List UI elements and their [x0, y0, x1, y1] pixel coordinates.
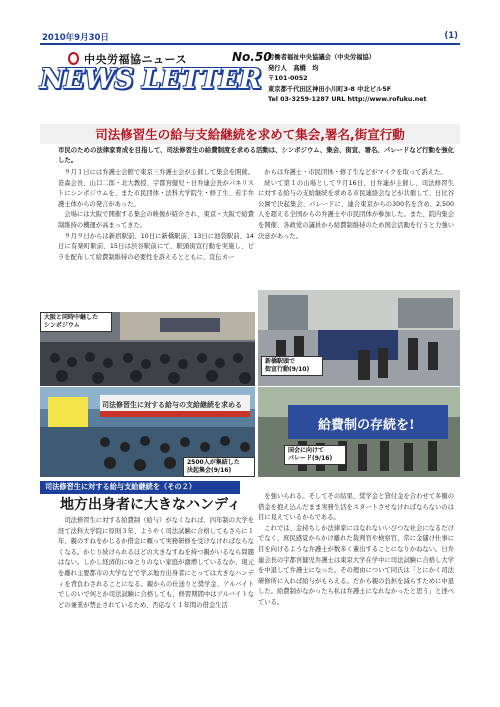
photo-rally	[40, 387, 255, 477]
masthead-title: NEWS LETTER	[40, 64, 261, 95]
publisher-org: 労働者福祉中央協議会（中央労福協）	[268, 54, 376, 61]
symposium-caption: 大阪と同時中継した シンポジウム	[40, 312, 112, 332]
photo-parade	[258, 387, 460, 477]
article1-lead: 市民のための法律家育成を目指して、司法修習生の給費制度を求める活動は、シンポジウム、集会、街宣、署名、パレードなど行動を強化した。	[58, 146, 455, 164]
publisher-contact: Tel 03-3259-1287 URL http://www.rofuku.net	[268, 96, 427, 103]
publisher-info	[268, 53, 468, 106]
article2-paragraph: 司法修習生に対する給費制（給与）がなくなれば、四年制の大学を経て法科大学院に原則３年、ようやく司法試験に合格してもさらに１年、親のすねをかじるか借金に頼って実務研修を受けなければならなくなる。かじり続けられるほどの大きなすねを持つ親がいるなら問題はない。しかし経済的にゆとりのない家庭が激増しているなか、現元を離れ主要都市の大学などで学ぶ地方出身者にとっては大きなハンディを背負わされることになる。親からの仕送りと奨学金、アルバイトでしのいで何とか司法試験に合格しても、修習期間中はアルバイトなどの兼業が禁止されているため、否応なく１年間の借金生活	[58, 517, 254, 609]
photo-shinbashi	[258, 290, 460, 386]
top-divider	[40, 43, 460, 45]
parade-banner: 給費制の存続を!	[318, 418, 415, 433]
article1-headline: 司法修習生の給与支給継続を求めて集会,署名,街宣行動	[95, 127, 405, 142]
article2-title: 地方出身者に大きなハンディ	[60, 497, 241, 513]
article2-right-column	[258, 492, 454, 684]
article2-paragraph: を強いられる。そしてその結果、奨学金と貸付金を合わせて多額の借金を抱え込んだまま実務生活をスタートさせなければならないのは目に見えているからである。	[258, 493, 454, 522]
photo-symposium	[40, 312, 255, 386]
rally-caption: 2500人が集結した 決起集会(9/16)	[183, 457, 255, 477]
parade-caption: 国会に向けて パレード(9/16)	[284, 445, 346, 465]
article1-paragraph: からは弁護士・市民団体・修了生などがマイクを取って訴えた。	[264, 169, 447, 176]
article1-paragraph: ９月１日には弁護士会館で東京三弁護士会が主催して集会を開催。笹森会長、山口二郎・北大教授、宇都宮健児・日弁連会長がパネリストにシンポジウムを、また市民団体・法科大学院生・修了生、若手弁護士体からの発言があった。	[58, 169, 254, 208]
article1-paragraph: 会場には大阪で開催する集会の映像が紹介され、東京・大阪で給費制維持の機運が高まってきた。	[58, 211, 254, 229]
article1-paragraph: ９月９日からは新宿駅前、10日に新橋駅前、13日に池袋駅前、14日に有楽町駅前、15日は渋谷駅前にて、駅頭街宣行動を実施し、ビラを配布して給費制維持の必要性を訴えるとともに、宣伝カー	[58, 232, 254, 261]
issue-number: No.50	[232, 50, 272, 64]
article2-paragraph: これでは、金持ちしか法律家にはなれないいびつな社会になるだけでなく、庶民感覚からかけ離れた裁判官や検察官、常に金儲け仕事に目を向けるような弁護士が数多く輩出することになりかねない。日弁連会長の宇都宮健児弁護士は東京大学在学中に司法試験に合格し大学を中退して弁護士になった。その理由について同氏は「とにかく司法研修所に入れば給与がもらえる。だから親の負担を減らすために中退した。給費制がなかったら私は弁護士になれなかったと思う」と述べている。	[258, 524, 454, 606]
article1-right-column	[258, 168, 454, 288]
article1-left-column	[58, 168, 254, 313]
publisher-issuer: 発行人 高橋 均	[268, 64, 319, 72]
publisher-postal: 〒101-0052	[268, 75, 308, 82]
issue-date: 2010年9月30日	[42, 33, 109, 43]
shinbashi-caption: 新橋駅頭で 街宣行動(9/10)	[261, 356, 323, 376]
masthead-subtitle: 中央労福協ニュース	[84, 53, 187, 66]
page-number: (1)	[444, 31, 458, 41]
article1-paragraph: 続いて第１の山場として９月16日、日弁連が主催し、司法修習生に対する給与の支給継続を求める市民連絡会などが共催して、日比谷公園で決起集会、パレードに、連合東京からの300名を含め、2,500人を超える全国からの弁護士や市民団体が参加した。また、院内集会を開催、各政党の議員から給費制維持のため国会活動を行うと力強い決意があった。	[258, 179, 454, 240]
top-bar	[0, 31, 500, 45]
publisher-address: 東京都千代田区神田小川町3-8 中北ビル5F	[268, 85, 392, 93]
article2-series-label: 司法修習生に対する給与支給継続を（その２）	[45, 482, 196, 491]
article2-left-column	[58, 516, 254, 684]
rally-banner: 司法修習生に対する給与の支給継続を求める	[102, 401, 242, 409]
